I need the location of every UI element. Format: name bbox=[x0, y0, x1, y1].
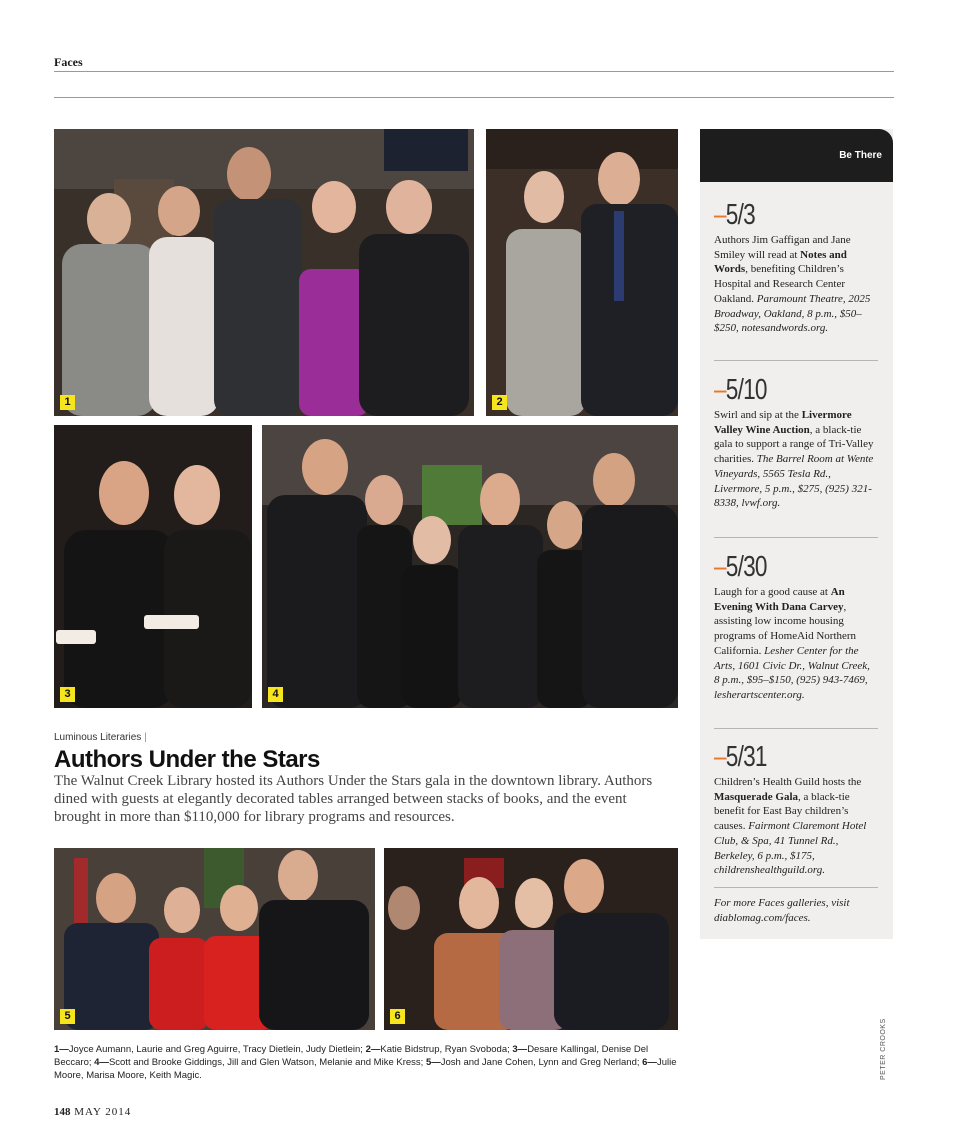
page-number: 148 bbox=[54, 1106, 71, 1118]
event-date bbox=[714, 199, 842, 231]
event-date-text: 5/31 bbox=[725, 741, 767, 773]
photo-1 bbox=[54, 129, 474, 416]
event-item bbox=[714, 741, 878, 878]
caption-1-text: Joyce Aumann, Laurie and Greg Aguirre, Tracy Dietlein, Judy Dietlein; bbox=[68, 1044, 366, 1055]
header-rule bbox=[54, 71, 894, 72]
event-text: Authors Jim Gaffigan and Jane Smiley will read at bbox=[714, 234, 851, 261]
photo-4 bbox=[262, 425, 678, 708]
event-details: Lesher Center for the Arts, 1601 Civic Dr., Walnut Creek, 8 p.m., $95–$150, (925) 943-7469, lesherartscenter.org. bbox=[714, 644, 870, 701]
photo-1-number: 1 bbox=[60, 395, 75, 410]
more-galleries-note: For more Faces galleries, visit diablomag.com/faces. bbox=[714, 897, 850, 924]
event-item bbox=[714, 199, 878, 336]
event-date bbox=[714, 551, 842, 583]
event-text: , benefiting Children’s Hospital and Research Center Oakland. bbox=[714, 263, 846, 305]
caption-6-text: Julie Moore, Marisa Moore, Keith Magic. bbox=[54, 1057, 677, 1081]
event-description bbox=[714, 585, 878, 703]
article-kicker bbox=[54, 732, 147, 743]
photo-2 bbox=[486, 129, 678, 416]
photo-3-number: 3 bbox=[60, 687, 75, 702]
event-date-dash: – bbox=[714, 199, 726, 231]
event-text: , assisting low income housing programs of HomeAid Northern California. bbox=[714, 600, 857, 657]
caption-4-number: 4— bbox=[94, 1057, 109, 1068]
photo-1-image bbox=[54, 129, 474, 416]
photo-3-image bbox=[54, 425, 252, 708]
event-date-text: 5/3 bbox=[725, 199, 755, 231]
be-there-sidebar bbox=[700, 129, 893, 939]
event-date-dash: – bbox=[714, 551, 726, 583]
caption-5-text: Josh and Jane Cohen, Lynn and Greg Nerland; bbox=[440, 1057, 643, 1068]
event-divider bbox=[714, 887, 878, 888]
event-name: Masquerade Gala bbox=[714, 790, 799, 803]
event-description bbox=[714, 408, 878, 511]
photo-4-image bbox=[262, 425, 678, 708]
photo-6 bbox=[384, 848, 678, 1030]
photo-6-image bbox=[384, 848, 678, 1030]
event-details: Fairmont Claremont Hotel Club, & Spa, 41 Tunnel Rd., Berkeley, 6 p.m., $175, childrenshealthguild.org. bbox=[714, 820, 867, 877]
event-date-dash: – bbox=[714, 374, 726, 406]
caption-2-number: 2— bbox=[365, 1044, 381, 1055]
event-description bbox=[714, 775, 878, 878]
event-divider bbox=[714, 537, 878, 538]
caption-6-number: 6— bbox=[642, 1057, 657, 1068]
article-kicker-bar: | bbox=[144, 732, 147, 743]
page-folio bbox=[54, 1106, 131, 1118]
event-text: Swirl and sip at the bbox=[714, 409, 802, 421]
header-rule-secondary bbox=[54, 97, 894, 98]
caption-3-text: Desare Kallingal, Denise Del Beccaro; bbox=[54, 1044, 649, 1068]
event-details: Paramount Theatre, 2025 Broadway, Oakland, 8 p.m., $50–$250, notesandwords.org. bbox=[714, 292, 871, 335]
event-item bbox=[714, 551, 878, 703]
event-name: Notes and Words bbox=[714, 248, 847, 276]
event-item bbox=[714, 374, 878, 511]
event-text: , a black-tie gala to support a range of Tri-Valley charities. bbox=[714, 423, 874, 466]
section-label: Faces bbox=[54, 55, 83, 69]
event-date-dash: – bbox=[714, 741, 726, 773]
article-kicker-text: Luminous Literaries bbox=[54, 732, 142, 743]
photo-2-image bbox=[486, 129, 678, 416]
event-text: , a black-tie benefit for East Bay children’s causes. bbox=[714, 790, 850, 833]
photo-5-image bbox=[54, 848, 375, 1030]
event-text: Children’s Health Guild hosts the bbox=[714, 776, 862, 788]
photo-3 bbox=[54, 425, 252, 708]
caption-3-number: 3— bbox=[512, 1044, 528, 1055]
event-description bbox=[714, 233, 878, 336]
article-deck: The Walnut Creek Library hosted its Authors Under the Stars gala in the downtown library. Authors dined with guests at elegantly decorated tables arranged between stacks of books, and the event brought in more than $110,000 for library programs and resources. bbox=[54, 773, 653, 825]
event-date-text: 5/30 bbox=[725, 551, 767, 583]
photo-6-number: 6 bbox=[390, 1009, 405, 1024]
event-details: The Barrel Room at Wente Vineyards, 5565 Tesla Rd., Livermore, 5 p.m., $275, (925) 321-8338, lvwf.org. bbox=[714, 453, 874, 510]
photo-captions bbox=[54, 1043, 679, 1082]
photo-5-number: 5 bbox=[60, 1009, 75, 1024]
event-name: Livermore Valley Wine Auction bbox=[714, 409, 852, 436]
event-divider bbox=[714, 360, 878, 361]
caption-5-number: 5— bbox=[425, 1057, 441, 1068]
photo-2-number: 2 bbox=[492, 395, 507, 410]
photo-credit: PETER CROOKS bbox=[880, 1018, 887, 1080]
caption-2-text: Katie Bidstrup, Ryan Svoboda; bbox=[380, 1044, 513, 1055]
sidebar-title: Be There bbox=[839, 150, 882, 161]
caption-4-text: Scott and Brooke Giddings, Jill and Glen Watson, Melanie and Mike Kress; bbox=[108, 1057, 426, 1068]
caption-1-number: 1— bbox=[54, 1044, 69, 1055]
photo-5 bbox=[54, 848, 375, 1030]
issue-date: MAY 2014 bbox=[74, 1106, 132, 1118]
photo-4-number: 4 bbox=[268, 687, 283, 702]
event-date bbox=[714, 374, 842, 406]
sidebar-header bbox=[700, 129, 893, 182]
event-date bbox=[714, 741, 842, 773]
article-title: Authors Under the Stars bbox=[54, 746, 320, 773]
event-divider bbox=[714, 728, 878, 729]
event-date-text: 5/10 bbox=[725, 374, 767, 406]
event-name: An Evening With Dana Carvey bbox=[714, 586, 845, 613]
event-text: Laugh for a good cause at bbox=[714, 586, 831, 598]
